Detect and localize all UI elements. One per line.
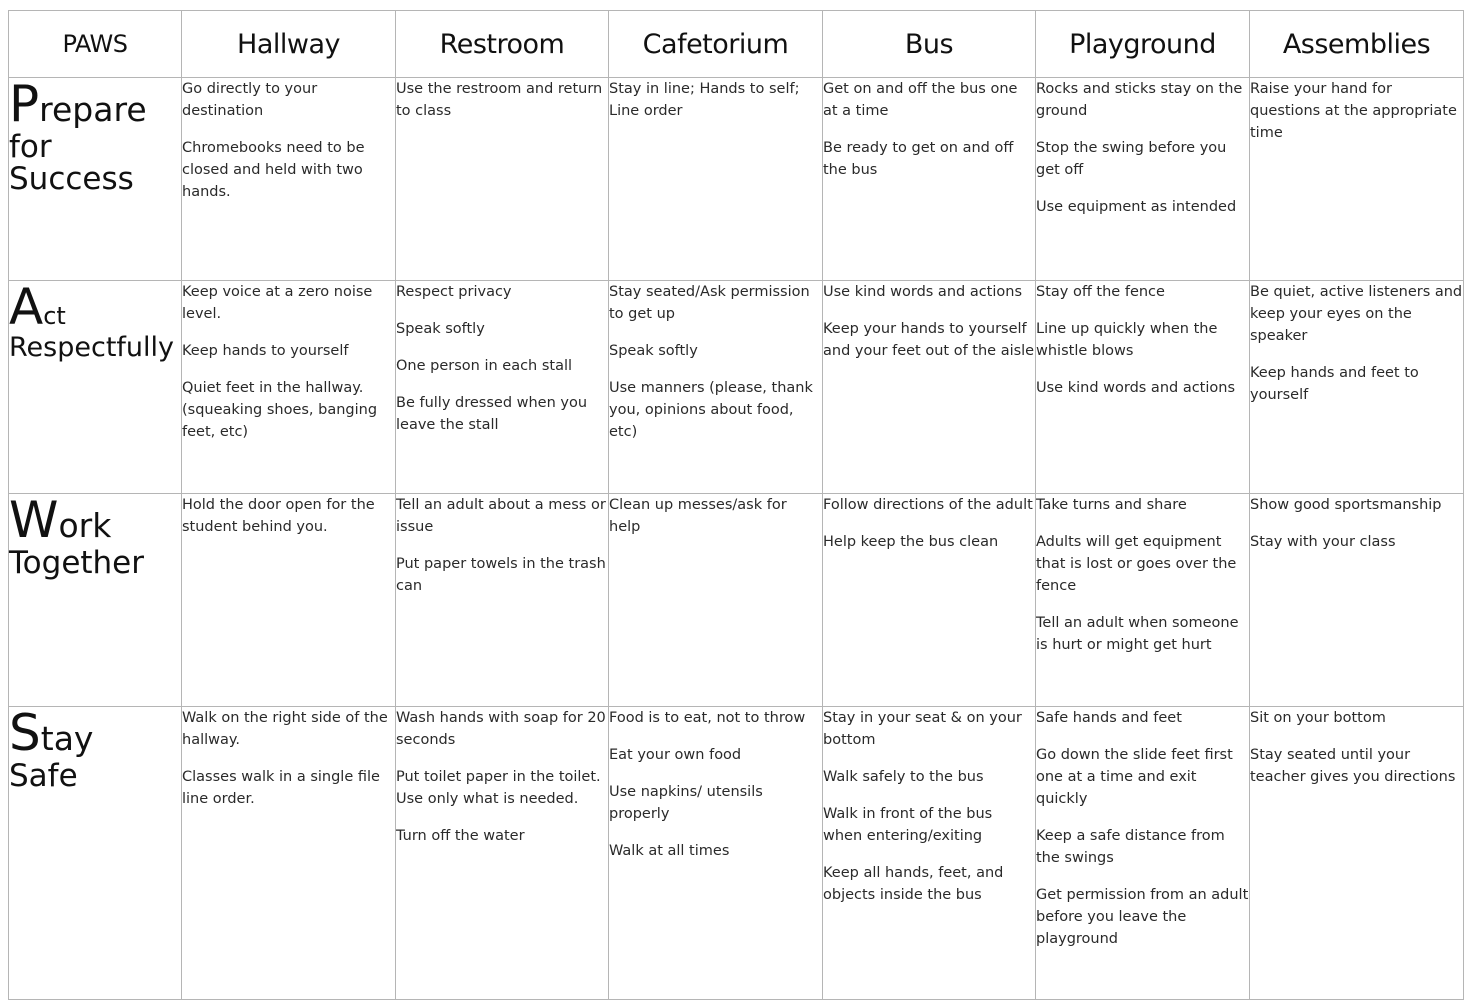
row-prepare-for-success <box>9 78 1464 281</box>
row-stay-safe <box>9 707 1464 1000</box>
cell-prepare-hallway: Go directly to your destination Chromebooks need to be closed and held with two hands. <box>182 78 396 281</box>
cell-prepare-playground: Rocks and sticks stay on the ground Stop the swing before you get off Use equipment as intended <box>1036 78 1250 281</box>
row-work-together <box>9 494 1464 707</box>
paws-header: PAWS <box>9 11 182 78</box>
column-header-hallway: Hallway <box>182 11 396 78</box>
cell-stay-restroom: Wash hands with soap for 20 seconds Put toilet paper in the toilet. Use only what is needed. Turn off the water <box>396 707 609 1000</box>
cell-work-playground: Take turns and share Adults will get equipment that is lost or goes over the fence Tell an adult when someone is hurt or might get hurt <box>1036 494 1250 707</box>
cell-act-playground: Stay off the fence Line up quickly when the whistle blows Use kind words and actions <box>1036 281 1250 494</box>
cell-act-assemblies: Be quiet, active listeners and keep your eyes on the speaker Keep hands and feet to yourself <box>1250 281 1464 494</box>
cell-stay-hallway: Walk on the right side of the hallway. Classes walk in a single file line order. <box>182 707 396 1000</box>
cell-prepare-bus: Get on and off the bus one at a time Be ready to get on and off the bus <box>823 78 1036 281</box>
cell-stay-playground: Safe hands and feet Go down the slide feet first one at a time and exit quickly Keep a safe distance from the swings Get permission from an adult before you leave the playground <box>1036 707 1250 1000</box>
column-header-restroom: Restroom <box>396 11 609 78</box>
column-header-assemblies: Assemblies <box>1250 11 1464 78</box>
row-act-respectfully <box>9 281 1464 494</box>
cell-act-bus: Use kind words and actions Keep your hands to yourself and your feet out of the aisle <box>823 281 1036 494</box>
cell-stay-cafetorium: Food is to eat, not to throw Eat your own food Use napkins/ utensils properly Walk at all times <box>609 707 823 1000</box>
column-header-playground: Playground <box>1036 11 1250 78</box>
cell-prepare-cafetorium: Stay in line; Hands to self; Line order <box>609 78 823 281</box>
header-row <box>9 11 1464 78</box>
cell-work-restroom: Tell an adult about a mess or issue Put paper towels in the trash can <box>396 494 609 707</box>
cell-work-assemblies: Show good sportsmanship Stay with your class <box>1250 494 1464 707</box>
cell-act-hallway: Keep voice at a zero noise level. Keep hands to yourself Quiet feet in the hallway. (squeaking shoes, banging feet, etc) <box>182 281 396 494</box>
cell-stay-bus: Stay in your seat & on your bottom Walk safely to the bus Walk in front of the bus when entering/exiting Keep all hands, feet, and objects inside the bus <box>823 707 1036 1000</box>
cell-work-hallway: Hold the door open for the student behind you. <box>182 494 396 707</box>
cell-work-bus: Follow directions of the adult Help keep the bus clean <box>823 494 1036 707</box>
cell-act-restroom: Respect privacy Speak softly One person in each stall Be fully dressed when you leave the stall <box>396 281 609 494</box>
column-header-bus: Bus <box>823 11 1036 78</box>
paws-behavior-matrix <box>8 10 1464 1000</box>
cell-act-cafetorium: Stay seated/Ask permission to get up Speak softly Use manners (please, thank you, opinions about food, etc) <box>609 281 823 494</box>
row-label-prepare: Prepare for Success <box>9 78 182 281</box>
cell-stay-assemblies: Sit on your bottom Stay seated until your teacher gives you directions <box>1250 707 1464 1000</box>
cell-work-cafetorium: Clean up messes/ask for help <box>609 494 823 707</box>
row-label-stay: Stay Safe <box>9 707 182 1000</box>
cell-prepare-restroom: Use the restroom and return to class <box>396 78 609 281</box>
column-header-cafetorium: Cafetorium <box>609 11 823 78</box>
row-label-work: Work Together <box>9 494 182 707</box>
cell-prepare-assemblies: Raise your hand for questions at the appropriate time <box>1250 78 1464 281</box>
row-label-act: Act Respectfully <box>9 281 182 494</box>
